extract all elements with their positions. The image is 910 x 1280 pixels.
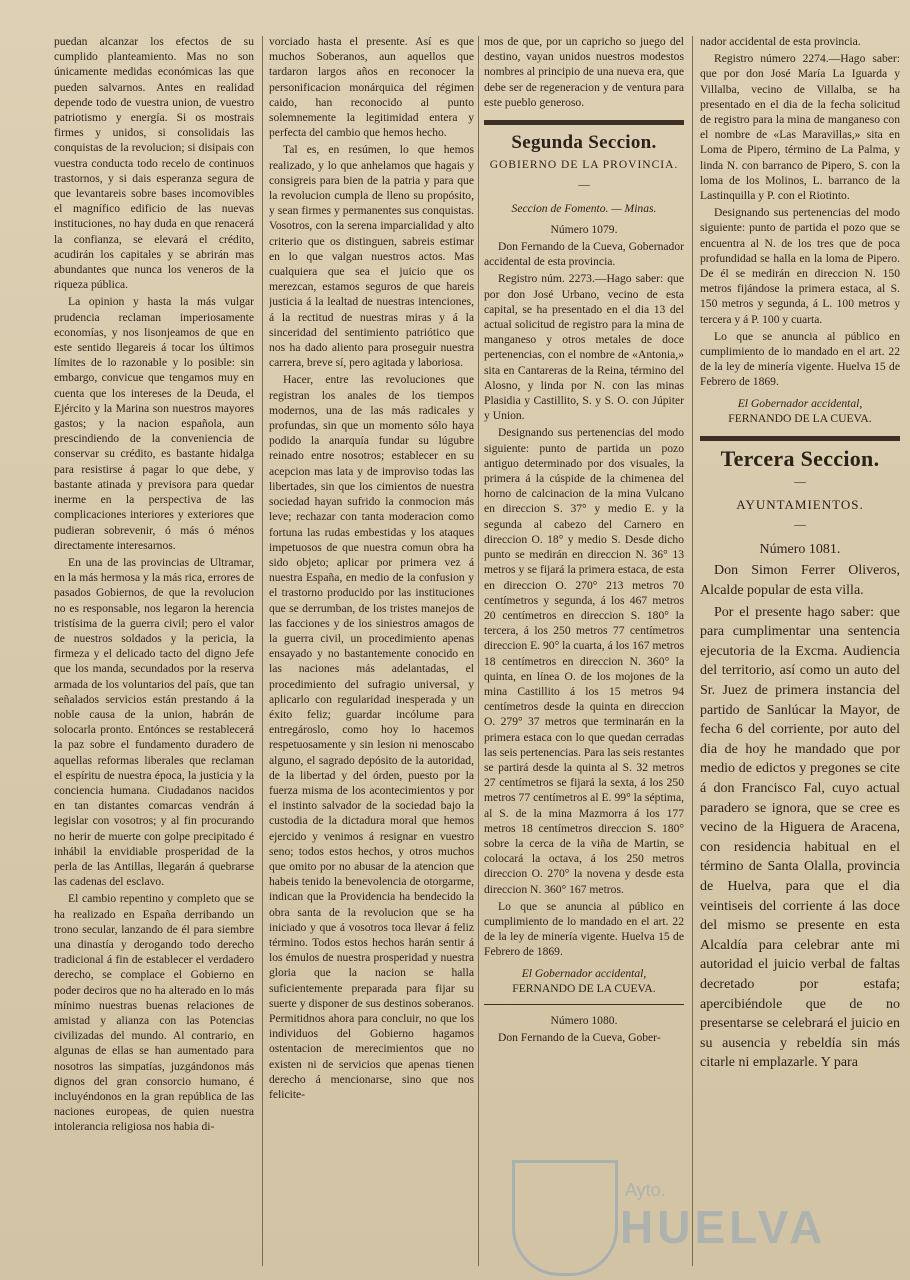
section-rule: [700, 436, 900, 441]
paragraph: Registro número 2274.—Hago saber: que por don José María La Iguarda y Villalba, vecino de Villalba, se ha presentado en el dia de la fecha solicitud de registro para la mina de manganeso con el nombre de «Las Maravillas,» sita en Loma de Pipero, término de La Palma, y linda N. con barranco de Pipero, S. con la loma de los Molinos, L. barranco de la Lastinquilla y P. con el Riotinto.: [700, 52, 900, 203]
signature-name: FERNANDO DE LA CUEVA.: [728, 411, 872, 425]
section-title: Tercera Seccion.: [720, 446, 880, 472]
notice-heading: Don Fernando de la Cueva, Gober-: [498, 1031, 661, 1045]
dash-divider: —: [794, 517, 806, 531]
notice-number: Número 1079.: [550, 222, 618, 236]
section-title: Segunda Seccion.: [511, 132, 657, 154]
subsection-heading: Seccion de Fomento. — Minas.: [511, 201, 657, 215]
dash-divider: —: [794, 475, 806, 489]
signature: [700, 396, 900, 426]
signature-name: FERNANDO DE LA CUEVA.: [512, 981, 656, 995]
section-subtitle: GOBIERNO DE LA PROVINCIA.: [489, 159, 679, 172]
notice-heading: Don Fernando de la Cueva, Gobernador accidental de esta provincia.: [484, 240, 684, 269]
column-2: [269, 34, 474, 1268]
notice-number: Número 1080.: [550, 1013, 618, 1027]
paragraph: nador accidental de esta provincia.: [700, 35, 861, 48]
paragraph: La opinion y hasta la más vulgar prudencia reclaman imperiosamente economías, y nos lisonjeamos de que en este sentido llegareis á tocar los últimos límites de lo razonable y lo posible: sin embargo, convicue que tengamos muy en cuenta que los intereses de la Deuda, el Ejército y la Marina son nuestros mayores gastos; y la nacion española, aun prescindiendo de la conveniencia de conservar su crédito, es bastante hidalga para resistirse á pagar lo que debe, y bastante atinada y previsora para quedar inerme en la perspectiva de las complicaciones interiores y exteriores que pudieran sobrevenir, ó más ó ménos directamente interesarnos.: [54, 295, 254, 552]
notice-number: Número 1081.: [759, 541, 841, 557]
signature-title: El Gobernador accidental,: [737, 396, 863, 410]
paragraph: Registro núm. 2273.—Hago saber: que por don José Urbano, vecino de esta capital, se ha presentado en el dia 13 del actual solicitud de registro para la mina de manganeso y otros metales de doce pertenencias, con el nombre de «Antonia,» sita en Cantareras de la Reina, término del Alosno, y linda por N. con las minas Plasidia y Castillito, S. y S. O. con Júpiter y Union.: [484, 272, 684, 423]
paragraph: vorciado hasta el presente. Así es que muchos Soberanos, aun aquellos que tardaron largos años en reconocer la personificacion monárquica del régimen caido, han reconocido al punto solemnemente la legitimidad entera y perfecta del cambio que hemos hecho.: [269, 35, 474, 140]
section-rule: [484, 120, 684, 125]
column-1: [54, 34, 254, 1268]
divider: [484, 1004, 684, 1005]
paragraph: Lo que se anuncia al público en cumplimiento de lo mandado en el art. 22 de la ley de minería vigente. Huelva 15 de Febrero de 1869.: [484, 899, 684, 959]
column-divider: [262, 36, 263, 1266]
column-divider: [692, 36, 693, 1266]
paragraph: Tal es, en resúmen, lo que hemos realizado, y lo que anhelamos que hagais y consigreis para bien de la patria y para que la revolucion cumpla de lleno su propósito, y sean firmes y permanentes sus conquistas. Vosotros, con la serena imparcialidad y alto criterio que os distinguen, sabreis estimar en lo que valgan nuestros actos. Mas cualquiera que sea el juicio que os merezcan, estamos seguros de que hareis justicia á la lealtad de nuestras intenciones, á la rectitud de nuestras miras y á la sinceridad del sentimiento patriótico que nos ha dado aliento para proseguir nuestra carrera, breve sí, pero agitada y laboriosa.: [269, 143, 474, 370]
watermark-text: HUELVA: [620, 1201, 827, 1253]
notice-heading: Don Simon Ferrer Oliveros, Alcalde popular de esta villa.: [700, 563, 900, 599]
paragraph: puedan alcanzar los efectos de su cumplido planteamiento. Mas no son únicamente medidas económicas las que pueden salvarnos. Antes en realidad depende todo de vuestra union, de vuestro patriotismo y energía. Si os mostrais firmes y unidos, si consolidais las conquistas de la revolucion; si disipais con vuestra conducta todo recelo de continuos trastornos, y si dais esperanza segura de que levantareis sobre bases incomovibles el magnífico edificio de las nuevas instituciones, no hay duda en que renacerá la confianza, se elevará el crédito, acudirán los capitales y se abrirán mas abundantes que nunca los veneros de la riqueza pública.: [54, 35, 254, 292]
section-subtitle: AYUNTAMIENTOS.: [736, 497, 864, 513]
dash-divider: —: [578, 178, 590, 192]
paragraph: Hacer, entre las revoluciones que registran los anales de los tiempos modernos, una de las más radicales y profundas, sin que un momento sólo haya podido la anarquía fundar su lúgubre reinado entre nosotros; establecer en su acepcion mas lata y de improviso todas las libertades, sin que los cimientos de nuestra sociedad hayan sufrido la conmocion más leve; rechazar con tanta moderacion como fortuna las rudas embestidas y los ataques impetuosos de que nuestra comun obra ha sido objeto; aplicar por primera vez á nuestra España, en medio de la confusion y el trastorno producido por las instituciones que se derrumban, de los tristes manejos de las facciones y de los siniestros amagos de la guerra civil, un procedimiento apenas ensayado y no bastantemente conocido en las naciones más adelantadas, el procedimiento del sufragio universal, y aplicarlo con regularidad inesperada y un éxito feliz; guardar incólume para entregároslo, como hoy lo hacemos respetuosamente y sin lesion ni menoscabo alguno, el sagrado depósito de la autoridad, de la libertad y del órden, puesto por la fuerza misma de los acontecimientos y por el instinto salvador de la sociedad bajo la custodia de la dictadura moral que hemos ejercido y venimos á resignar en vuestro seno; todos estos hechos, y otros muchos que omito por no abusar de la atencion que habeis tenido la benevolencia de otorgarme, indican que la Providencia ha bendecido la obra santa de la revolucion que se ha iniciado y que á vosotros toca llevar á feliz término. Todos estos hechos harán sentir á los émulos de nuestra prosperidad y nuestra gloria que la nacion se halla suficientemente preparada para fijar su suerte y disponer de sus destinos soberanos. Permitidnos ahora para concluir, no que los individuos del Gobierno hagamos ostentacion de merecimientos que no existen ni de servicios que apenas tienen derecho á mencionarse, sino que nos felicite-: [269, 373, 474, 1102]
signature-title: El Gobernador accidental,: [521, 966, 647, 980]
paragraph: Lo que se anuncia al público en cumplimiento de lo mandado en el art. 22 de la ley de minería vigente. Huelva 15 de Febrero de 1869.: [700, 329, 900, 389]
column-3: [484, 34, 684, 1268]
watermark-subtext: Ayto.: [625, 1180, 666, 1200]
paragraph: Designando sus pertenencias del modo siguiente: punto de partida el pozo que se encuentra al N. de los tres que de poca profundidad se halla en la loma de Pipero. De él se medirán en direccion N. 150 metros fijándose la primera estaca, al S. 150 metros y segunda, á L. 100 metros y tercera y á P. 100 y cuarta.: [700, 206, 900, 326]
column-4: [700, 34, 900, 1268]
paragraph: Por el presente hago saber: que para cumplimentar una sentencia ejecutoria de la Excma. Audiencia del territorio, así como un auto del Sr. Juez de primera instancia del partido de Sanlúcar la Mayor, de fecha 6 del corriente, por auto del dia de hoy he mandado que por medio de edictos y pregones se cite á don Francisco Fal, cuyo actual paradero se ignora, que se cree es vecino de la Higuera de Aracena, con residencia habitual en el término de Santa Olalla, provincia de Huelva, para que el dia veintiseis del corriente á las doce del mismo se presente en esta Alcaldía para celebrar ante mi autoridad el juicio verbal de faltas decretado por estafa; apercibiéndole que de no presentarse se celebrará el juicio en su ausencia y rebeldía sin más citarle ni emplazarle. Y para: [700, 604, 900, 1071]
paragraph: En una de las provincias de Ultramar, en la más hermosa y la más rica, errores de pasados Gobiernos, de que la revolucion no es responsable, nos legaron la herencia tristísima de la guerra civil; pero el valor de nuestros soldados y la pericia, la firmeza y el delicado tacto del digno Jefe que los manda, secundados por la reserva armada de los voluntarios del país, que tan señalados servicios están prestando á la noble causa de la union, habrán de solocarla pronto. Entónces se restablecerá la paz sobre el fundamento duradero de aquellas reformas liberales que reclaman el espíritu de nuestra época, la justicia y la conciencia humana. Ciudadanos nacidos en tan distantes comarcas vendrán á legislar con vosotros; y al fin procurando no herir de muerte con golpe precipitado é inhábil la envidiable prosperidad de la perla de las Antillas, llegarán á quebrarse las cadenas del esclavo.: [54, 555, 254, 889]
notice-large: [700, 540, 900, 1073]
paragraph: Designando sus pertenencias del modo siguiente: punto de partida un pozo antiguo determinado por dos visuales, la primera á la cúspide de la chimenea del horno de calcinacion de la mina Vulcano en direccion S. 37° y medio E. y la segunda al cabezo del Carnero en direccion O. 18° y medio S. Desde dicho punto se medirán en direccion N. 36° 13 metros y se fijará la primera estaca, de esta en direccion O. 270° 213 metros 70 centímetros y segunda, á los 467 metros 20 centímetros en direccion S. 180° la tercera, á los 250 metros 77 centímetros direccion E. 90° la cuarta, á los 167 metros 18 centímetros en direccion N. 360° la quinta, en línea O. de los mojones de la mina Castillito á los 15 metros 94 centímetros desde la quinta en direccion O. 279° 37 metros que terminarán en la primera estaca con lo que quedan cerradas las seis pertenencias. Para las seis restantes se partirá desde la quinta al S. 32 metros 27 centímetros se fijará la sexta, á los 250 metros 77 centímetros al E. 99° la séptima, al S. de la mina Mazmorra á los 177 metros 18 centímetros direccion S. 180° sobre la cerca de la viña de Martin, se colocará la octava, á los 250 metros direccion O. 270° la novena y desde esta direccion N. 360° 167 metros.: [484, 426, 684, 896]
watermark-seal: [512, 1160, 618, 1276]
paragraph: El cambio repentino y completo que se ha realizado en España derribando un trono secular, lanzando de él para siembre una dinastía y derogando todo derecho tradicional á fin de establecer el verdadero derecho, se complace el Gobierno en poder deciros que no ha alterado en lo más mínimo nuestras buenas relaciones de amistad y alianza con las Potencias civilizadas del mundo. Al contrario, en algunas de ellas se han aumentado para nosotros las simpatías, juzgándonos más dignos del gran consorcio humano, é incluyéndonos en la gran república de las naciones europeas, de quien nuestra intolerancia religiosa nos habia di-: [54, 892, 254, 1134]
signature: [484, 966, 684, 996]
column-divider: [478, 36, 479, 1266]
paragraph: mos de que, por un capricho so juego del destino, vayan unidos nuestros modestos nombres al principio de una nueva era, que debe ser de regeneracion y de ventura para este pueblo generoso.: [484, 35, 684, 109]
